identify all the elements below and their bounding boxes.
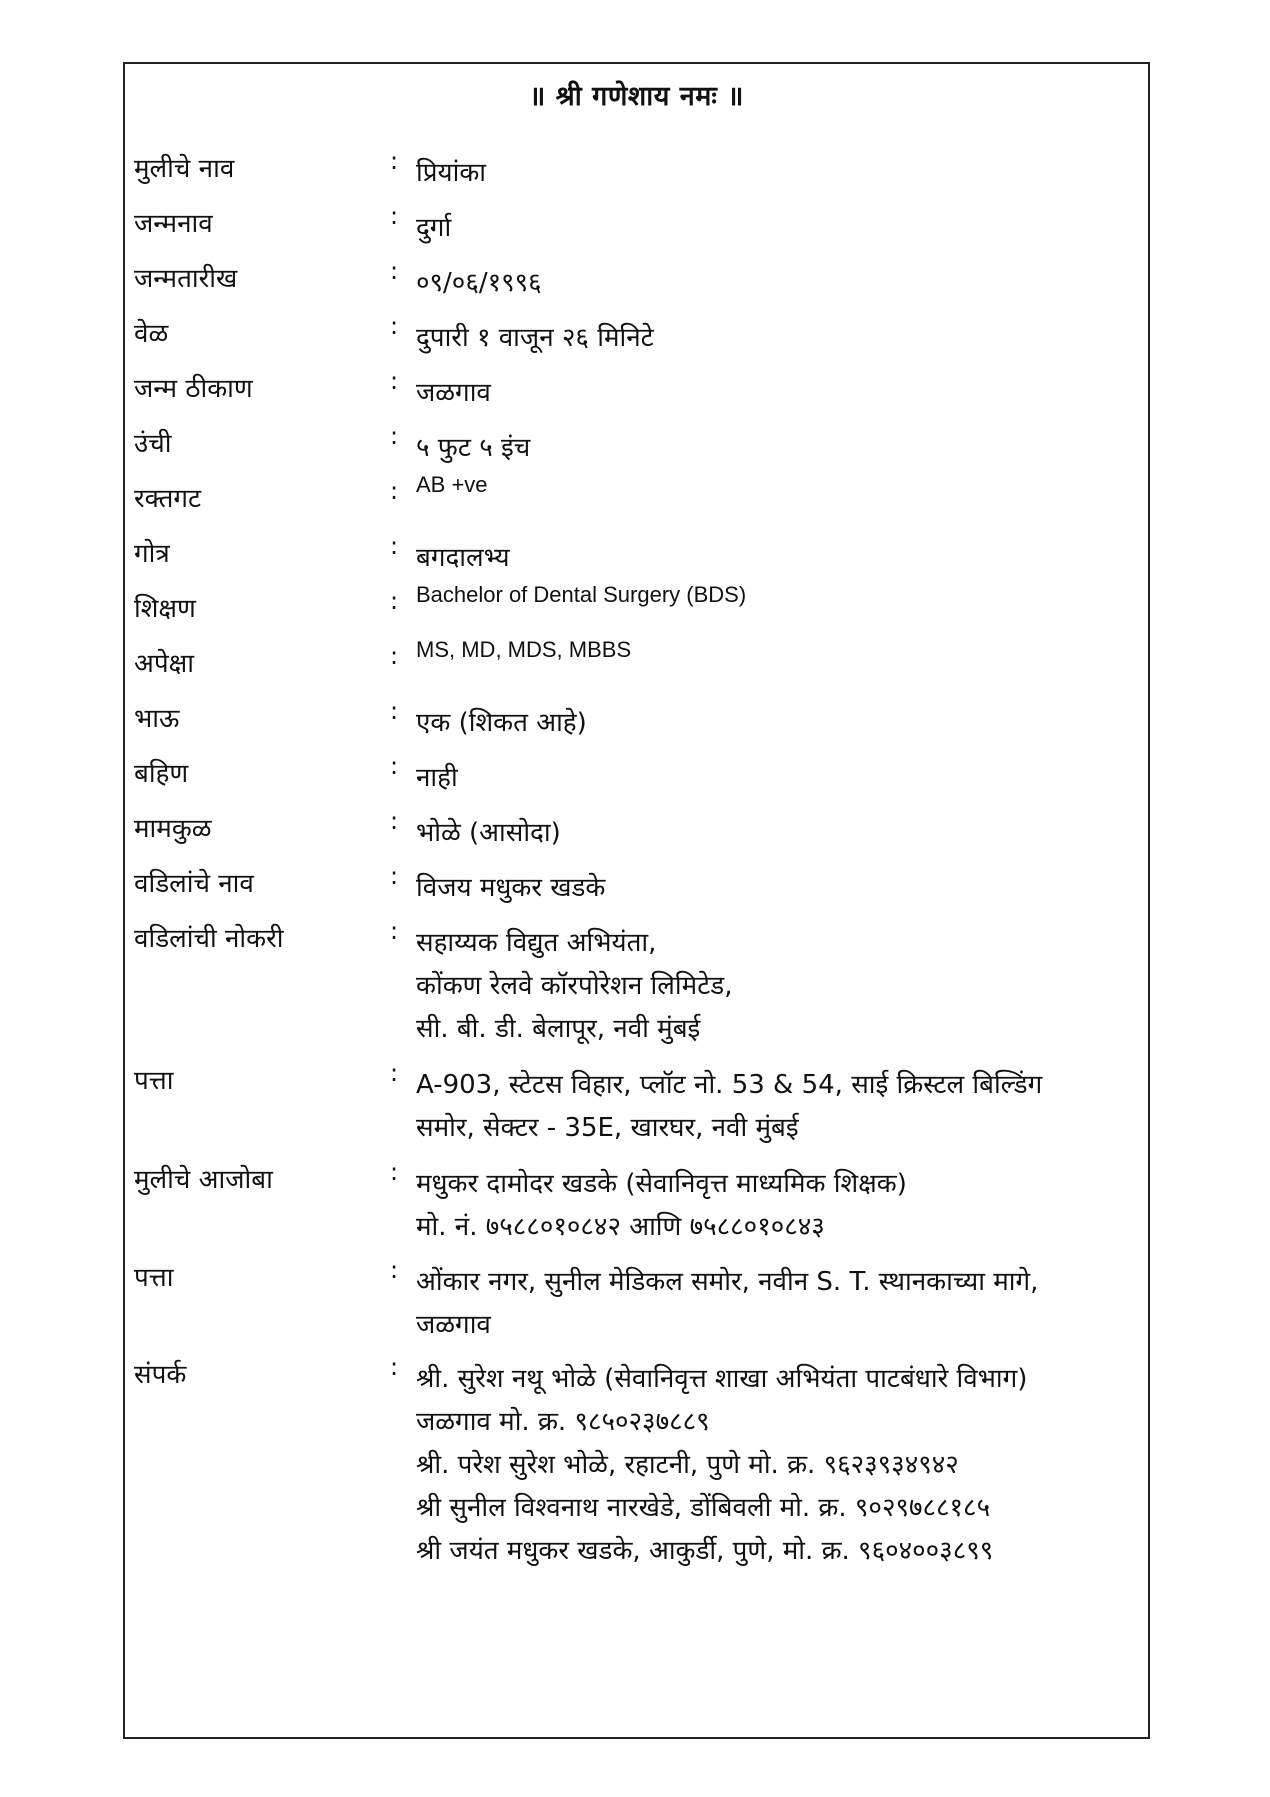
value-line: दुपारी १ वाजून २६ मिनिटे: [416, 323, 654, 353]
value-line: जळगाव: [416, 378, 491, 408]
field-separator: :: [390, 1158, 399, 1186]
value-line: सहाय्यक विद्युत अभियंता,: [416, 928, 657, 958]
field-label: शिक्षण: [134, 594, 196, 624]
value-line: श्री सुनील विश्वनाथ नारखेडे, डोंबिवली मो. क्र. ९०२९७८८१८५: [416, 1493, 991, 1523]
field-value: [416, 317, 1136, 360]
field-separator: :: [390, 147, 399, 175]
field-label: भाऊ: [134, 704, 180, 734]
field-label: संपर्क: [134, 1360, 187, 1390]
field-value: [416, 537, 1136, 580]
value-line: समोर, सेक्टर - 35E, खारघर, नवी मुंबई: [416, 1113, 799, 1143]
field-value: [416, 1163, 1136, 1249]
value-line: MS, MD, MDS, MBBS: [416, 637, 632, 662]
field-label: उंची: [134, 429, 172, 459]
field-separator: :: [390, 202, 399, 230]
field-label: रक्तगट: [134, 484, 202, 514]
field-value: [416, 1358, 1136, 1573]
page-heading: ॥ श्री गणेशाय नमः ॥: [529, 81, 744, 112]
field-separator: :: [390, 312, 399, 340]
field-value: [416, 580, 1136, 610]
field-value: [416, 152, 1136, 195]
value-line: AB +ve: [416, 472, 488, 497]
field-separator: :: [390, 532, 399, 560]
field-value: [416, 757, 1136, 800]
field-label: वडिलांचे नाव: [134, 869, 254, 899]
value-line: भोळे (आसोदा): [416, 818, 561, 848]
biodata-frame: [123, 62, 1150, 1739]
field-label: गोत्र: [134, 539, 170, 569]
value-line: एक (शिकत आहे): [416, 708, 587, 738]
field-separator: :: [390, 917, 399, 945]
field-value: [416, 262, 1136, 305]
value-line: दुर्गा: [416, 213, 452, 243]
field-value: [416, 207, 1136, 250]
field-value: [416, 922, 1136, 1051]
value-line: श्री जयंत मधुकर खडके, आकुर्डी, पुणे, मो. क्र. ९६०४००३८९९: [416, 1536, 994, 1566]
value-line: सी. बी. डी. बेलापूर, नवी मुंबई: [416, 1014, 701, 1044]
value-line: विजय मधुकर खडके: [416, 873, 606, 903]
value-line: ओंकार नगर, सुनील मेडिकल समोर, नवीन S. T. स्थानकाच्या मागे,: [416, 1267, 1039, 1297]
field-separator: :: [390, 697, 399, 725]
value-line: ०९/०६/१९९६: [416, 268, 542, 298]
field-label: पत्ता: [134, 1263, 174, 1293]
value-line: जळगाव मो. क्र. ९८५०२३७८८९: [416, 1407, 710, 1437]
field-label: मुलीचे आजोबा: [134, 1165, 273, 1195]
field-separator: :: [390, 807, 399, 835]
value-line: मधुकर दामोदर खडके (सेवानिवृत्त माध्यमिक शिक्षक): [416, 1169, 907, 1199]
value-line: नाही: [416, 763, 458, 793]
field-separator: :: [390, 477, 399, 505]
field-value: [416, 867, 1136, 910]
field-label: जन्म ठीकाण: [134, 374, 253, 404]
field-label: पत्ता: [134, 1066, 174, 1096]
field-separator: :: [390, 1353, 399, 1381]
field-value: [416, 812, 1136, 855]
field-separator: :: [390, 257, 399, 285]
field-value: [416, 427, 1136, 470]
value-line: प्रियांका: [416, 158, 487, 188]
field-separator: :: [390, 367, 399, 395]
field-value: [416, 635, 1136, 665]
value-line: बगदालभ्य: [416, 543, 510, 573]
field-value: [416, 702, 1136, 745]
field-label: बहिण: [134, 759, 189, 789]
field-separator: :: [390, 1059, 399, 1087]
field-label: वडिलांची नोकरी: [134, 924, 284, 954]
field-separator: :: [390, 862, 399, 890]
field-separator: :: [390, 587, 399, 615]
field-label: मुलीचे नाव: [134, 154, 235, 184]
value-line: जळगाव: [416, 1310, 491, 1340]
value-line: ५ फुट ५ इंच: [416, 433, 531, 463]
value-line: कोंकण रेलवे कॉरपोरेशन लिमिटेड,: [416, 971, 733, 1001]
field-value: [416, 1064, 1136, 1150]
field-label: वेळ: [134, 319, 169, 349]
field-separator: :: [390, 752, 399, 780]
value-line: श्री. परेश सुरेश भोळे, रहाटनी, पुणे मो. क्र. ९६२३९३४९४२: [416, 1450, 959, 1480]
field-value: [416, 372, 1136, 415]
value-line: मो. नं. ७५८८०१०८४२ आणि ७५८८०१०८४३: [416, 1212, 825, 1242]
value-line: श्री. सुरेश नथू भोळे (सेवानिवृत्त शाखा अभियंता पाटबंधारे विभाग): [416, 1364, 1028, 1394]
value-line: Bachelor of Dental Surgery (BDS): [416, 582, 747, 607]
field-separator: :: [390, 422, 399, 450]
value-line: A-903, स्टेटस विहार, प्लॉट नो. 53 & 54, साई क्रिस्टल बिल्डिंग: [416, 1070, 1043, 1100]
field-label: मामकुळ: [134, 814, 212, 844]
field-label: अपेक्षा: [134, 649, 195, 679]
field-separator: :: [390, 1256, 399, 1284]
field-label: जन्मतारीख: [134, 264, 238, 294]
field-separator: :: [390, 642, 399, 670]
field-label: जन्मनाव: [134, 209, 213, 239]
field-value: [416, 1261, 1136, 1347]
field-value: [416, 470, 1136, 500]
